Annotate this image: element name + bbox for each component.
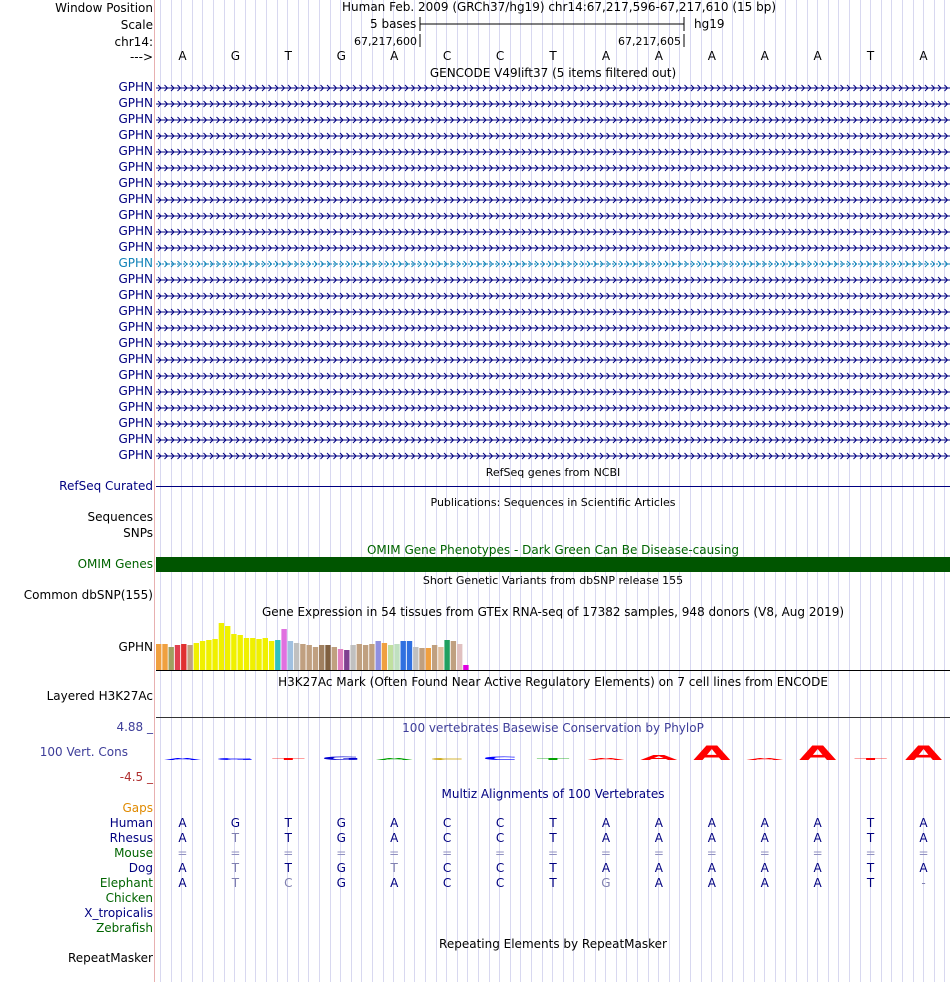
gtex-tissue-bar — [275, 640, 280, 670]
gtex-tissue-bar — [269, 641, 274, 670]
gtex-tissue-bar — [325, 645, 330, 670]
multiz-track-title: Multiz Alignments of 100 Vertebrates — [441, 787, 665, 801]
aligned-base: A — [813, 861, 822, 875]
gencode-gene-label[interactable]: GPHN — [118, 96, 153, 110]
gtex-tissue-bar — [250, 638, 255, 670]
species-label[interactable]: Mouse — [114, 846, 153, 860]
h3k27ac-label[interactable]: Layered H3K27Ac — [46, 689, 153, 703]
gencode-transcript-line[interactable] — [156, 323, 950, 333]
aligned-base: = — [389, 846, 400, 860]
aligned-base: = — [812, 846, 823, 860]
gtex-tissue-bar — [256, 639, 261, 670]
dna-base: A — [919, 49, 928, 63]
conservation-letter: G — [321, 756, 361, 762]
species-label[interactable]: Human — [109, 816, 153, 830]
aligned-base: T — [549, 831, 557, 845]
gencode-gene-label[interactable]: GPHN — [118, 80, 153, 94]
gencode-gene-label[interactable]: GPHN — [118, 304, 153, 318]
dna-base: T — [866, 49, 875, 63]
gtex-tissue-bar — [294, 643, 299, 670]
aligned-base: A — [654, 876, 663, 890]
dna-base: A — [601, 49, 611, 63]
gencode-transcript-line[interactable] — [156, 371, 950, 381]
label-divider — [154, 0, 155, 982]
dna-base: G — [230, 49, 241, 63]
snps-label[interactable]: SNPs — [123, 526, 153, 540]
aligned-base: G — [230, 816, 241, 830]
dna-base: T — [284, 49, 292, 63]
gencode-gene-label[interactable]: GPHN — [118, 384, 153, 398]
aligned-base: G — [336, 816, 346, 830]
dna-base: A — [654, 49, 663, 63]
gtex-tissue-bar — [313, 647, 318, 670]
gencode-gene-label[interactable]: GPHN — [118, 192, 153, 206]
conservation-letter: C — [482, 756, 518, 762]
gencode-gene-label[interactable]: GPHN — [118, 400, 153, 414]
aligned-base: A — [654, 861, 663, 875]
aligned-base: - — [921, 876, 926, 890]
omim-track-title: OMIM Gene Phenotypes - Dark Green Can Be Disease-causing — [366, 543, 740, 557]
dna-base: A — [390, 49, 399, 63]
aligned-base: A — [760, 816, 769, 830]
gtex-tissue-bar — [344, 650, 349, 670]
aligned-base: A — [813, 876, 822, 890]
aligned-base: A — [760, 831, 769, 845]
aligned-base: A — [390, 831, 399, 845]
gencode-transcript-line[interactable] — [156, 115, 950, 125]
gencode-gene-label[interactable]: GPHN — [118, 272, 153, 286]
aligned-base: G — [336, 831, 346, 845]
aligned-base: = — [865, 846, 876, 860]
aligned-base: A — [654, 816, 663, 830]
cons-track-label[interactable]: 100 Vert. Cons — [39, 745, 128, 759]
gtex-tissue-bar — [432, 645, 437, 670]
gencode-gene-label[interactable]: GPHN — [118, 320, 153, 334]
aligned-base: C — [442, 861, 452, 875]
aligned-base: A — [919, 831, 928, 845]
gencode-transcript-line[interactable] — [156, 83, 950, 93]
gencode-gene-label[interactable]: GPHN — [118, 128, 153, 142]
gencode-transcript-line[interactable] — [156, 339, 950, 349]
repeatmasker-track-title: Repeating Elements by RepeatMasker — [439, 937, 667, 951]
species-label[interactable]: Chicken — [105, 891, 153, 905]
gencode-gene-label[interactable]: GPHN — [118, 160, 153, 174]
gtex-tissue-bar — [401, 641, 406, 670]
gtex-tissue-bar — [181, 644, 186, 670]
dbsnp-track-title: Short Genetic Variants from dbSNP release 155 — [422, 574, 684, 587]
aligned-base: T — [231, 831, 240, 845]
conservation-letter: C — [429, 757, 465, 761]
conservation-letter: T — [536, 757, 570, 761]
gencode-track-title: GENCODE V49lift37 (5 items filtered out) — [429, 66, 677, 80]
gtex-tissue-bar — [244, 638, 249, 670]
gtex-tissue-bar — [225, 626, 230, 670]
aligned-base: C — [495, 876, 505, 890]
conservation-letter: A — [693, 742, 731, 765]
conservation-letter: A — [587, 757, 625, 761]
aligned-base: A — [919, 816, 928, 830]
conservation-letter: A — [163, 757, 202, 761]
omim-gene-bar[interactable] — [156, 557, 950, 572]
aligned-base: = — [653, 846, 664, 860]
gtex-tissue-bar — [463, 665, 468, 670]
gencode-transcript-line[interactable] — [156, 179, 950, 189]
gencode-transcript-line[interactable] — [156, 451, 950, 461]
gencode-gene-label[interactable]: GPHN — [118, 368, 153, 382]
aligned-base: C — [495, 816, 505, 830]
aligned-base: A — [760, 861, 769, 875]
h3k27ac-baseline — [156, 717, 950, 718]
gtex-tissue-bar — [407, 641, 412, 670]
aligned-base: T — [231, 861, 240, 875]
gencode-transcript-line[interactable] — [156, 211, 950, 221]
gtex-tissue-bar — [394, 644, 399, 670]
conservation-letter: A — [746, 757, 784, 761]
gtex-tissue-bar — [206, 640, 211, 670]
aligned-base: C — [284, 876, 293, 890]
aligned-base: T — [866, 861, 875, 875]
gtex-tissue-bar — [438, 647, 443, 670]
aligned-base: A — [601, 861, 611, 875]
gencode-gene-label[interactable]: GPHN — [118, 208, 153, 222]
gtex-tissue-bar — [451, 641, 456, 670]
aligned-base: T — [549, 876, 557, 890]
gtex-tissue-bar — [413, 647, 418, 670]
gtex-tissue-bar — [350, 645, 355, 670]
aligned-base: = — [177, 846, 188, 860]
aligned-base: A — [178, 876, 187, 890]
gtex-tissue-bar — [175, 645, 180, 670]
gencode-transcript-line[interactable] — [156, 435, 950, 445]
species-label[interactable]: Zebrafish — [96, 921, 153, 935]
repeatmasker-label[interactable]: RepeatMasker — [67, 951, 153, 965]
gencode-gene-label[interactable]: GPHN — [118, 416, 153, 430]
gencode-gene-label[interactable]: GPHN — [118, 144, 153, 158]
gencode-gene-label[interactable]: GPHN — [118, 176, 153, 190]
aligned-base: T — [866, 831, 875, 845]
gencode-transcript-line[interactable] — [156, 147, 950, 157]
aligned-base: A — [707, 816, 716, 830]
cons-max-label: 4.88 _ — [116, 720, 153, 734]
assembly-position-title: Human Feb. 2009 (GRCh37/hg19) chr14:67,217,596-67,217,610 (15 bp) — [342, 0, 777, 14]
aligned-base: = — [230, 846, 241, 860]
aligned-base: T — [866, 816, 875, 830]
gencode-transcript-line[interactable] — [156, 243, 950, 253]
conservation-logo[interactable] — [156, 732, 950, 778]
aligned-base: A — [390, 816, 399, 830]
aligned-base: C — [495, 861, 505, 875]
gencode-gene-label[interactable]: GPHN — [118, 256, 153, 270]
aligned-base: T — [866, 876, 875, 890]
aligned-base: = — [759, 846, 770, 860]
aligned-base: A — [178, 831, 187, 845]
conservation-track-title: 100 vertebrates Basewise Conservation by PhyloP — [402, 721, 704, 735]
gencode-transcript-line[interactable] — [156, 195, 950, 205]
gtex-tissue-bar — [369, 644, 374, 670]
gtex-tissue-bar — [388, 645, 393, 670]
chrom-label: chr14: — [114, 35, 153, 49]
aligned-base: T — [231, 876, 240, 890]
gencode-gene-label[interactable]: GPHN — [118, 448, 153, 462]
aligned-base: A — [760, 876, 769, 890]
aligned-base: = — [706, 846, 717, 860]
gtex-tissue-bar — [426, 648, 431, 670]
coord-left: 67,217,600 — [354, 35, 417, 48]
aligned-base: = — [600, 846, 611, 860]
gtex-tissue-bar — [187, 645, 192, 670]
refseq-gene-line[interactable] — [156, 486, 950, 487]
aligned-base: T — [549, 861, 557, 875]
species-label[interactable]: Dog — [128, 861, 153, 875]
aligned-base: C — [442, 816, 452, 830]
gtex-tissue-bar — [319, 645, 324, 670]
aligned-base: T — [284, 831, 292, 845]
aligned-base: T — [284, 816, 292, 830]
dna-base: G — [336, 49, 346, 63]
gtex-gene-label[interactable]: GPHN — [118, 640, 153, 654]
aligned-base: A — [178, 861, 187, 875]
aligned-base: T — [390, 861, 398, 875]
species-label[interactable]: Elephant — [99, 876, 153, 890]
gencode-gene-label[interactable]: GPHN — [118, 352, 153, 366]
assembly-short: hg19 — [694, 17, 725, 31]
gtex-tissue-bar — [376, 641, 381, 670]
gtex-tissue-bar — [263, 638, 268, 670]
publications-track-title: Publications: Sequences in Scientific Articles — [430, 496, 676, 509]
aligned-base: = — [918, 846, 929, 860]
aligned-base: G — [336, 861, 346, 875]
gencode-transcript-line[interactable] — [156, 403, 950, 413]
dbsnp-label[interactable]: Common dbSNP(155) — [23, 588, 153, 602]
cons-min-label: -4.5 _ — [119, 770, 153, 784]
aligned-base: A — [919, 861, 928, 875]
species-label[interactable]: Rhesus — [109, 831, 153, 845]
gencode-gene-label[interactable]: GPHN — [118, 336, 153, 350]
gencode-gene-label[interactable]: GPHN — [118, 432, 153, 446]
gencode-transcript-line[interactable] — [156, 131, 950, 141]
h3k27ac-track-title: H3K27Ac Mark (Often Found Near Active Regulatory Elements) on 7 cell lines from ENCODE — [278, 675, 828, 689]
gencode-transcript-line[interactable] — [156, 99, 950, 109]
conservation-letter: A — [904, 742, 943, 765]
dna-base: T — [549, 49, 557, 63]
aligned-base: A — [707, 876, 716, 890]
dna-base: A — [760, 49, 769, 63]
dna-base: A — [178, 49, 187, 63]
gtex-track-title: Gene Expression in 54 tissues from GTEx RNA-seq of 17382 samples, 948 donors (V8, Aug 2019) — [261, 605, 845, 619]
aligned-base: G — [336, 876, 346, 890]
gtex-tissue-bar — [300, 644, 305, 670]
conservation-letter: T — [271, 757, 305, 761]
aligned-base: = — [547, 846, 559, 860]
gtex-tissue-bar — [382, 643, 387, 670]
aligned-base: A — [813, 831, 822, 845]
scale-label: Scale — [120, 18, 153, 32]
refseq-curated-label[interactable]: RefSeq Curated — [59, 479, 153, 493]
gtex-tissue-bar — [444, 640, 449, 670]
aligned-base: T — [284, 861, 292, 875]
gtex-tissue-bar — [219, 623, 224, 670]
aligned-base: C — [495, 831, 505, 845]
gencode-gene-label[interactable]: GPHN — [118, 224, 153, 238]
gencode-transcript-line[interactable] — [156, 419, 950, 429]
omim-genes-label[interactable]: OMIM Genes — [77, 557, 153, 571]
gtex-tissue-bar — [457, 644, 462, 670]
conservation-letter: A — [375, 757, 413, 761]
aligned-base: = — [283, 846, 294, 860]
gencode-transcript-line[interactable] — [156, 227, 950, 237]
aligned-base: A — [601, 831, 611, 845]
gtex-tissue-bar — [307, 645, 312, 670]
gencode-gene-label[interactable]: GPHN — [118, 112, 153, 126]
dna-base: A — [813, 49, 822, 63]
aligned-base: A — [178, 816, 187, 830]
species-label[interactable]: X_tropicalis — [84, 906, 153, 920]
conservation-letter: G — [215, 757, 256, 761]
aligned-base: A — [813, 816, 822, 830]
gtex-tissue-bar — [162, 644, 167, 670]
gtex-tissue-bar — [363, 645, 368, 670]
gtex-tissue-bar — [288, 641, 293, 670]
window-position-label: Window Position — [55, 1, 153, 15]
aligned-base: T — [549, 816, 557, 830]
gtex-tissue-bar — [238, 635, 243, 670]
aligned-base: A — [654, 831, 663, 845]
coord-right: 67,217,605 — [618, 35, 681, 48]
gtex-tissue-bar — [212, 639, 217, 670]
gtex-tissue-bar — [231, 634, 236, 670]
aligned-base: C — [442, 876, 452, 890]
gtex-tissue-bar — [200, 641, 205, 670]
gaps-label: Gaps — [122, 801, 153, 815]
gtex-tissue-bar — [419, 648, 424, 670]
aligned-base: C — [442, 831, 452, 845]
gencode-transcript-line[interactable] — [156, 291, 950, 301]
aligned-base: A — [707, 831, 716, 845]
strand-arrow-label: ---> — [129, 50, 153, 64]
aligned-base: = — [336, 846, 347, 860]
aligned-base: G — [601, 876, 611, 890]
aligned-base: A — [601, 816, 611, 830]
gencode-transcript-line[interactable] — [156, 387, 950, 397]
gtex-tissue-bar — [332, 647, 337, 670]
refseq-track-title: RefSeq genes from NCBI — [485, 466, 621, 479]
sequences-label[interactable]: Sequences — [87, 510, 153, 524]
gtex-tissue-bar — [194, 643, 199, 670]
gtex-tissue-bar — [156, 644, 161, 670]
gencode-transcript-line[interactable] — [156, 259, 950, 269]
gencode-transcript-line[interactable] — [156, 355, 950, 365]
conservation-letter: A — [799, 742, 837, 765]
dna-base: C — [442, 49, 452, 63]
gtex-bar-chart[interactable] — [156, 618, 950, 672]
dna-base: C — [495, 49, 505, 63]
gtex-tissue-bar — [357, 644, 362, 670]
gtex-tissue-bar — [169, 647, 174, 670]
gencode-transcript-line[interactable] — [156, 275, 950, 285]
gencode-gene-label[interactable]: GPHN — [118, 240, 153, 254]
dna-base: A — [707, 49, 716, 63]
gtex-tissue-bar — [338, 649, 343, 670]
gencode-transcript-line[interactable] — [156, 163, 950, 173]
scale-text: 5 bases — [370, 17, 417, 31]
gencode-gene-label[interactable]: GPHN — [118, 288, 153, 302]
aligned-base: = — [442, 846, 453, 860]
conservation-letter: A — [640, 753, 678, 762]
gencode-transcript-line[interactable] — [156, 307, 950, 317]
aligned-base: = — [495, 846, 506, 860]
gtex-tissue-bar — [281, 629, 286, 670]
aligned-base: A — [707, 861, 716, 875]
aligned-base: A — [390, 876, 399, 890]
conservation-letter: T — [854, 757, 887, 761]
